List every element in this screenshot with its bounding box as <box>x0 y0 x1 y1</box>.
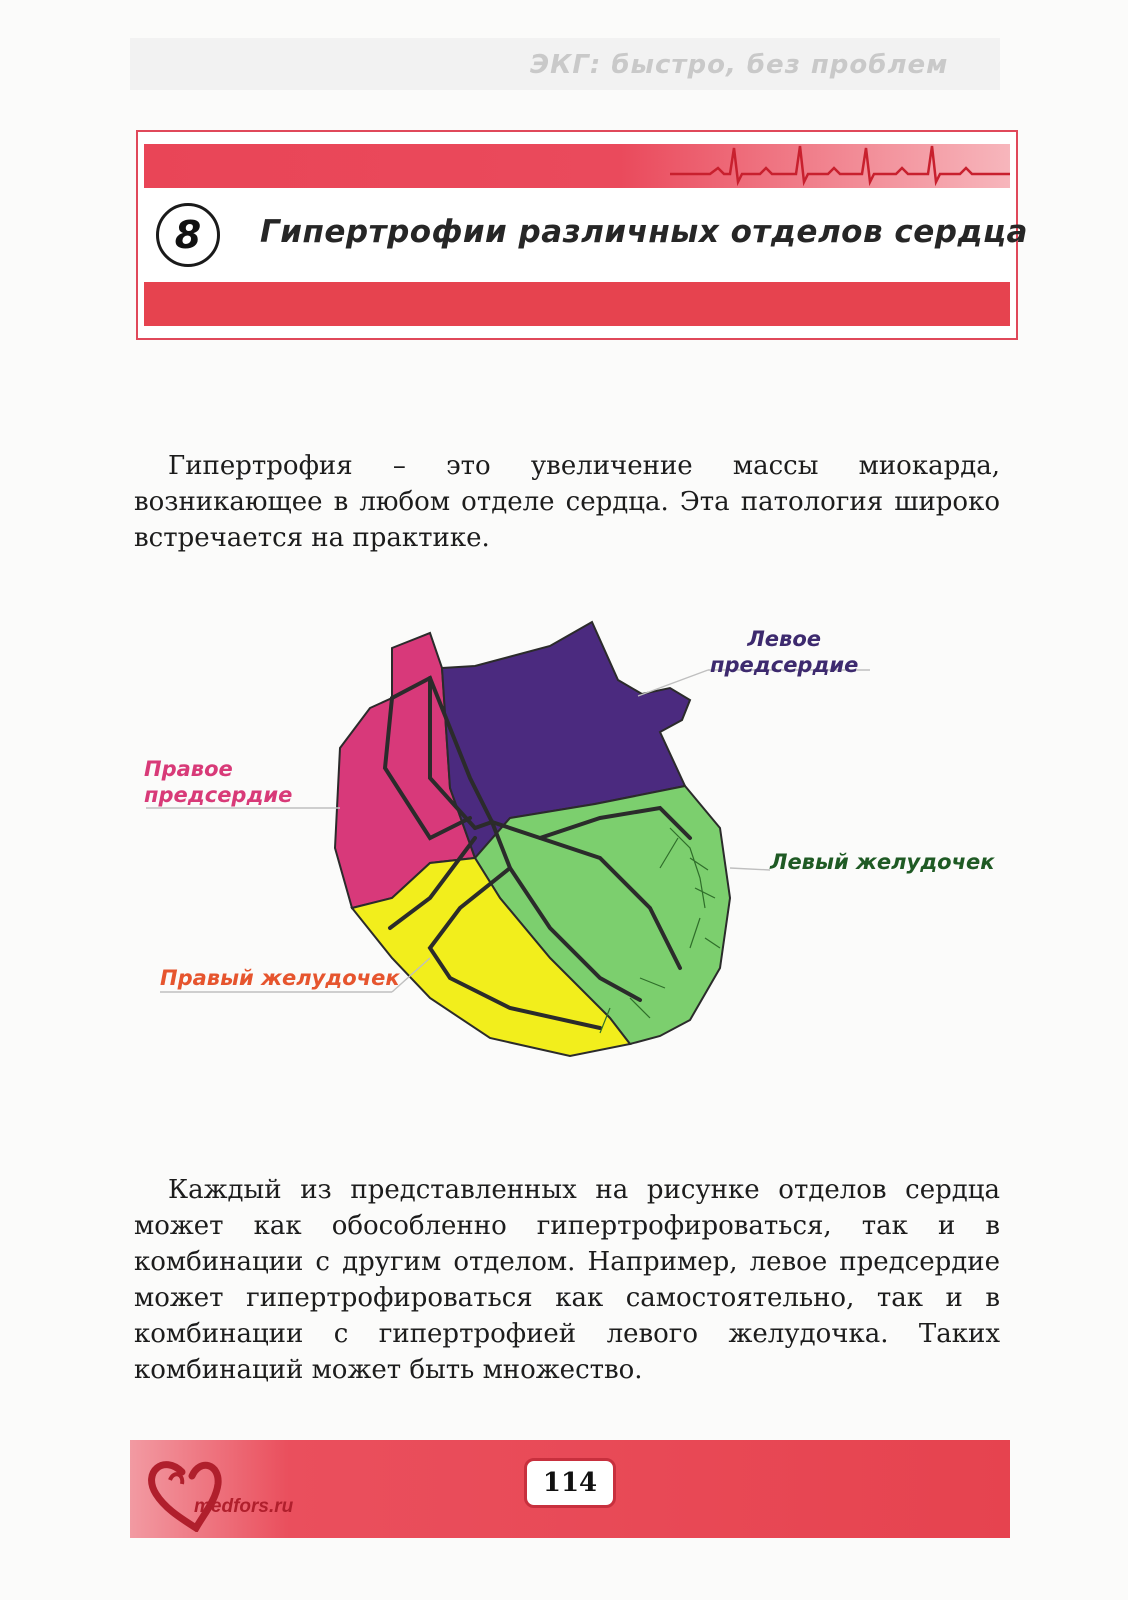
logo-text: medfors.ru <box>194 1496 294 1517</box>
label-left-ventricle: Левый желудочек <box>770 850 995 874</box>
label-right-atrium-line2: предсердие <box>144 783 293 807</box>
heart-diagram <box>130 608 1010 1078</box>
chapter-title: Гипертрофии различных отделов сердца <box>260 214 1028 250</box>
bleed-through-header-text: ЭКГ: быстро, без проблем <box>530 50 949 80</box>
label-left-atrium-line2: предсердие <box>710 653 859 677</box>
ecg-wave-icon <box>670 138 1010 188</box>
medfors-logo-icon <box>144 1450 294 1532</box>
body-paragraph: Каждый из представленных на рисунке отделов сердца может как обособленно гипертрофироваться, так и в комбинации с другим отделом. Например, левое предсердие может гипертрофироваться как самостоятельно, так и в комбинации с гипертрофией левого желудочка. Таких комбинаций может быть множество. <box>134 1175 1000 1385</box>
label-right-atrium-line1: Правое <box>144 757 233 781</box>
label-left-atrium <box>710 626 858 678</box>
chapter-number: 8 <box>156 203 220 267</box>
label-left-atrium-line1: Левое <box>747 627 822 651</box>
label-right-atrium <box>144 756 292 808</box>
chapter-band-bottom <box>144 282 1010 326</box>
chapter-header <box>136 130 1028 340</box>
intro-paragraph: Гипертрофия – это увеличение массы миокарда, возникающее в любом отделе сердца. Эта патология широко встречается на практике. <box>134 451 1000 553</box>
heart-illustration <box>130 608 1010 1078</box>
label-right-ventricle: Правый желудочек <box>160 966 400 990</box>
page-number: 114 <box>524 1458 616 1508</box>
page-footer <box>130 1440 1010 1538</box>
